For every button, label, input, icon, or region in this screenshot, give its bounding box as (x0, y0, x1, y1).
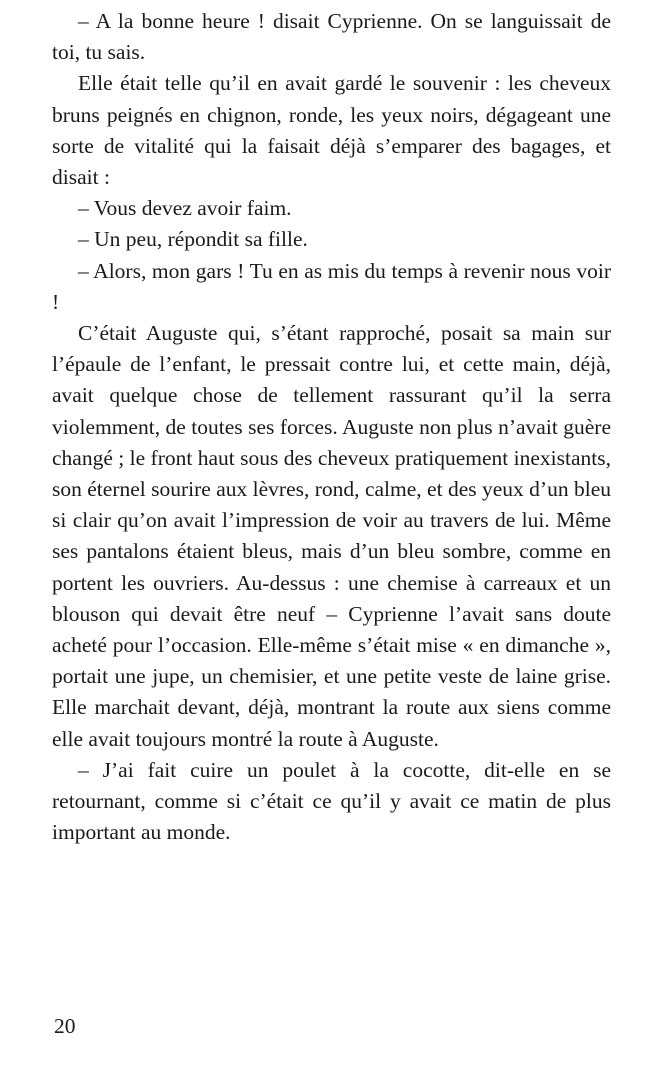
page-number: 20 (54, 1014, 76, 1038)
paragraph: C’était Auguste qui, s’étant rapproché, posait sa main sur l’épaule de l’enfant, le pressait contre lui, et cette main, déjà, avait quelque chose de tellement rassurant qu’il la serra violemment, de toutes ses forces. Auguste non plus n’avait guère changé ; le front haut sous des cheveux pratiquement inexistants, son éternel sourire aux lèvres, rond, calme, et des yeux d’un bleu si clair qu’on avait l’impression de voir au travers de lui. Même ses pantalons étaient bleus, mais d’un bleu sombre, comme en portent les ouvriers. Au-dessus : une chemise à carreaux et un blouson qui devait être neuf – Cyprienne l’avait sans doute acheté pour l’occasion. Elle-même s’était mise « en dimanche », portait une jupe, un chemisier, et une petite veste de laine grise. Elle marchait devant, déjà, montrant la route aux siens comme elle avait toujours montré la route à Auguste. (52, 321, 611, 751)
paragraph: Elle était telle qu’il en avait gardé le souvenir : les cheveux bruns peignés en chignon, ronde, les yeux noirs, dégageant une sorte de vitalité qui la faisait déjà s’emparer des bagages, et disait : (52, 71, 611, 190)
paragraph: – Alors, mon gars ! Tu en as mis du temps à revenir nous voir ! (52, 258, 611, 314)
paragraph: – A la bonne heure ! disait Cyprienne. On se languissait de toi, tu sais. (52, 9, 611, 65)
paragraph: – Vous devez avoir faim. (78, 196, 292, 221)
body-text (52, 6, 611, 848)
paragraph: – J’ai fait cuire un poulet à la cocotte, dit-elle en se retournant, comme si c’était ce qu’il y avait ce matin de plus important au monde. (52, 757, 611, 845)
paragraph: – Un peu, répondit sa fille. (78, 227, 308, 252)
